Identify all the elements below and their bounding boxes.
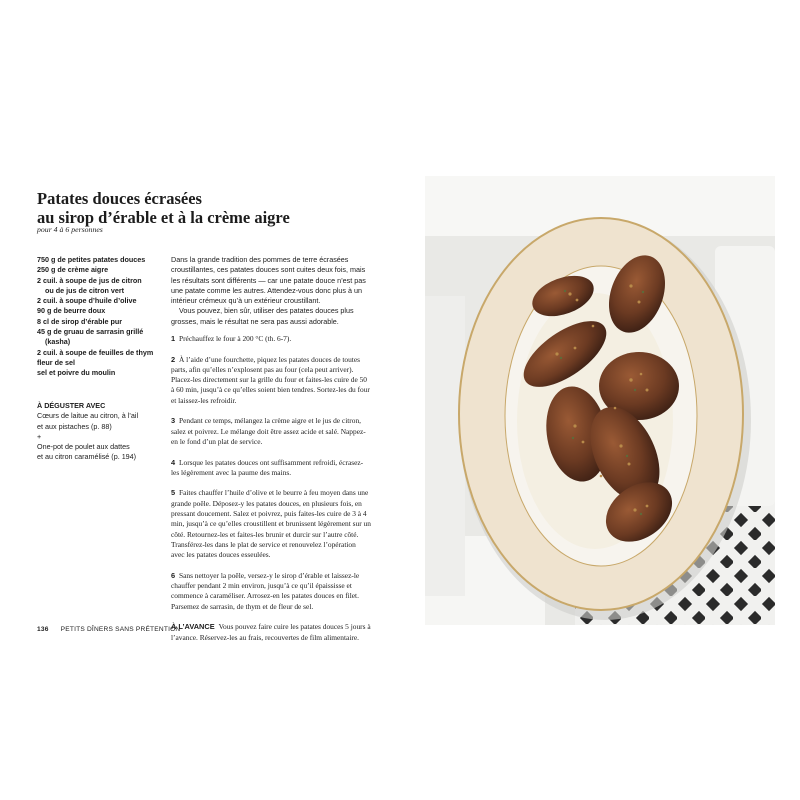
pairing-plus: + bbox=[37, 431, 42, 441]
ingredient: sel et poivre du moulin bbox=[37, 368, 116, 378]
step-5 bbox=[171, 488, 371, 560]
recipe-intro bbox=[171, 255, 371, 327]
step-text: Préchauffez le four à 200 °C (th. 6-7). bbox=[178, 334, 292, 343]
ingredient: 8 cl de sirop d’érable pur bbox=[37, 316, 123, 326]
recipe-steps bbox=[171, 334, 371, 653]
step-1 bbox=[171, 334, 371, 344]
step-text: Pendant ce temps, mélangez la crème aigre et le jus de citron, salez et poivrez. Le mélange doit être assez acide et salé. Nappez-en le fond d’un plat de service. bbox=[171, 416, 366, 446]
ingredient: (kasha) bbox=[37, 337, 71, 347]
servings: pour 4 à 6 personnes bbox=[37, 225, 103, 234]
page-number: 136 bbox=[37, 626, 49, 633]
food-photo bbox=[425, 176, 775, 625]
ingredient: 45 g de gruau de sarrasin grillé bbox=[37, 327, 144, 337]
step-number: 6 bbox=[171, 570, 176, 580]
ingredient: 250 g de crème aigre bbox=[37, 265, 109, 275]
intro-paragraph: Dans la grande tradition des pommes de terre écrasées croustillantes, ces patates douces sont cuites deux fois, mais les résultats sont différents — car une patate douce n’est pas une patate comme les autres. Attendez-vous donc plus à un intérieur crémeux qu’à un extérieur croustillant. bbox=[171, 255, 366, 306]
step-text: Sans nettoyer la poêle, versez-y le sirop d’érable et laissez-le chauffer pendant 2 min environ, jusqu’à ce qu’il épaississe et commence à caraméliser. Arrosez-en les patates douces en filet. Parsemez de sarrasin, de thym et de fleur de sel. bbox=[171, 570, 360, 611]
pairing-item: et aux pistaches (p. 88) bbox=[37, 421, 112, 431]
make-ahead-text: Vous pouvez faire cuire les patates douces 5 jours à l’avance. Réservez-les au frais, recouvertes de film alimentaire. bbox=[171, 622, 371, 642]
step-text: Faites chauffer l’huile d’olive et le beurre à feu moyen dans une grande poêle. Déposez-y les patates douces, en plusieurs fois, en pressant doucement. Salez et poivrez, puis faites-les cuire de 3 à 4 min, jusqu’à ce qu’elles croustillent et brunissent légèrement sur un côté. Retournez-les et faites-les brunir et durcir sur l’autre côté. Transférez-les dans le plat de service et renouvelez l’opération avec les patates douces esseulées. bbox=[171, 488, 371, 560]
step-4 bbox=[171, 458, 371, 479]
white-bench-slat bbox=[425, 296, 465, 596]
ingredient: 90 g de beurre doux bbox=[37, 306, 106, 316]
step-number: 5 bbox=[171, 488, 176, 498]
recipe-title bbox=[37, 189, 367, 227]
step-number: 2 bbox=[171, 354, 176, 364]
pairing-item: et au citron caramélisé (p. 194) bbox=[37, 452, 137, 462]
pairing-section bbox=[37, 401, 167, 463]
make-ahead-note bbox=[171, 622, 371, 643]
ingredient: 2 cuil. à soupe de feuilles de thym bbox=[37, 347, 154, 357]
recipe-title-line-1: Patates douces écrasées bbox=[37, 189, 202, 208]
pairing-item: Cœurs de laitue au citron, à l’ail bbox=[37, 411, 139, 421]
step-number: 1 bbox=[171, 334, 176, 343]
food-photo-illustration bbox=[425, 176, 775, 625]
step-6 bbox=[171, 571, 371, 612]
ingredients-list bbox=[37, 255, 167, 379]
ingredient: 750 g de petites patates douces bbox=[37, 255, 146, 264]
intro-paragraph: Vous pouvez, bien sûr, utiliser des patates douces plus grosses, mais le résultat ne sera pas aussi adorable. bbox=[171, 306, 354, 326]
step-text: À l’aide d’une fourchette, piquez les patates douces de toutes parts, afin qu’elles n’explosent pas au four (cela peut arriver). Placez-les directement sur la grille du four et faites-les cuire de 50 à 60 min, jusqu’à ce qu’elles soient bien tendres. Sortez-les du four et laissez-les refroidir. bbox=[171, 354, 370, 405]
pairing-item: One-pot de poulet aux dattes bbox=[37, 442, 130, 452]
page-footer bbox=[37, 626, 180, 633]
step-text: Lorsque les patates douces ont suffisamment refroidi, écrasez-les légèrement avec la paume des mains. bbox=[171, 457, 364, 477]
ingredient: fleur de sel bbox=[37, 357, 75, 367]
step-number: 3 bbox=[171, 416, 176, 426]
ingredient: 2 cuil. à soupe d’huile d’olive bbox=[37, 296, 137, 306]
section-title: PETITS DÎNERS SANS PRÉTENTION bbox=[60, 626, 181, 633]
pairing-label: À DÉGUSTER AVEC bbox=[37, 401, 106, 410]
make-ahead-label: À L’AVANCE bbox=[171, 622, 215, 632]
recipe-title-line-2: au sirop d’érable et à la crème aigre bbox=[37, 208, 290, 227]
step-number: 4 bbox=[171, 457, 176, 467]
step-3 bbox=[171, 416, 371, 447]
ingredient: ou de jus de citron vert bbox=[37, 285, 125, 295]
ingredient: 2 cuil. à soupe de jus de citron bbox=[37, 275, 142, 285]
step-2 bbox=[171, 355, 371, 406]
